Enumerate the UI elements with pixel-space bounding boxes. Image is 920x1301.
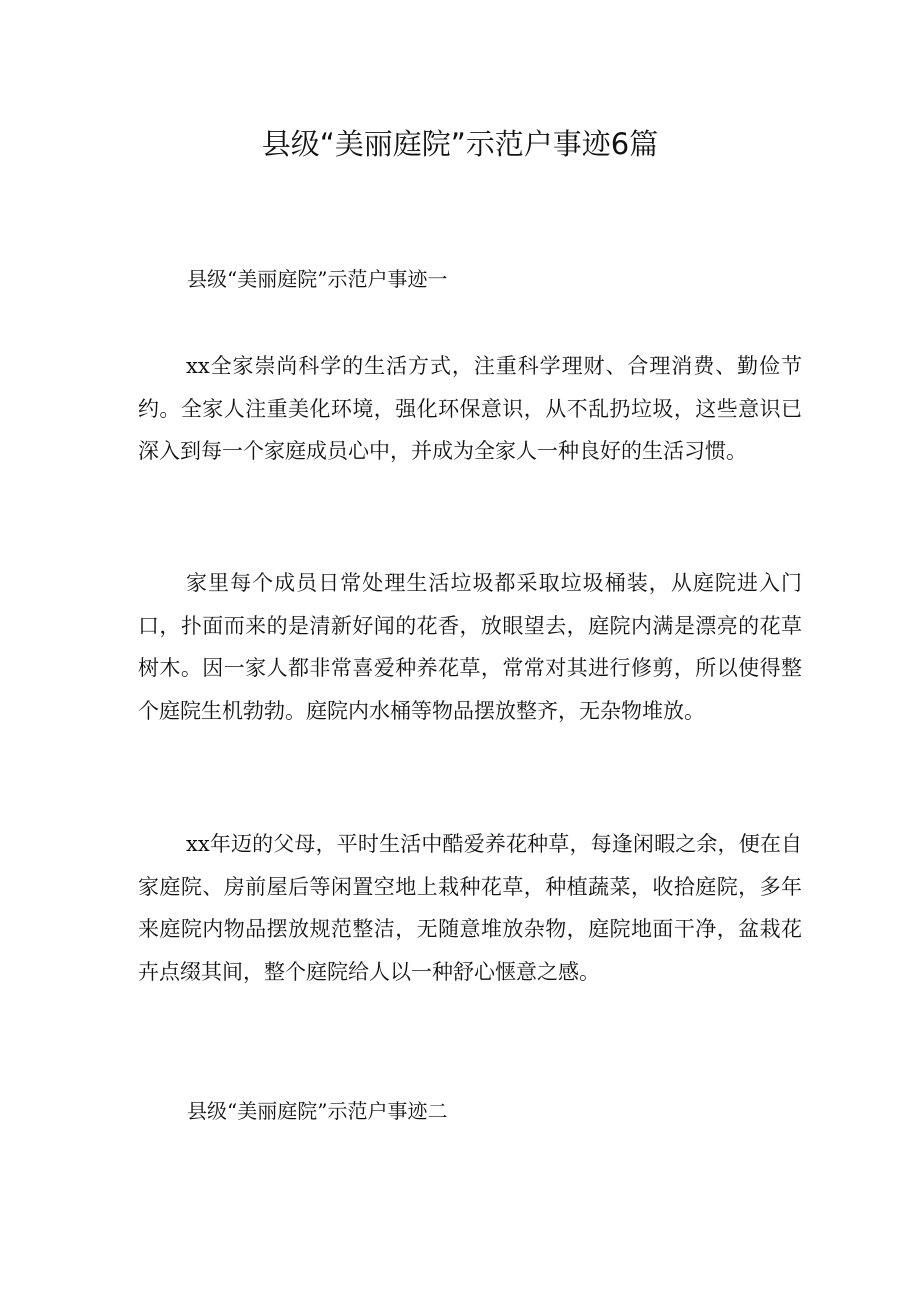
section-heading-1: 县级“美丽庭院”示范户事迹一 (187, 267, 448, 291)
paragraph-1: xx全家崇尚科学的生活方式，注重科学理财、合理消费、勤俭节约。全家人注重美化环境，强化环保意识，从不乱扔垃圾，这些意识已深入到每一个家庭成员心中，并成为全家人一种良好的生活习惯。 (138, 354, 802, 463)
paragraph-2: 家里每个成员日常处理生活垃圾都采取垃圾桶装，从庭院进入门口，扑面而来的是清新好闻的花香，放眼望去，庭院内满是漂亮的花草树木。因一家人都非常喜爱种养花草，常常对其进行修剪，所以使得整个庭院生机勃勃。庭院内水桶等物品摆放整齐，无杂物堆放。 (138, 571, 802, 723)
document-title: 县级“美丽庭院”示范户事迹6篇 (261, 127, 659, 161)
paragraph-3: xx年迈的父母，平时生活中酷爱养花种草，每逢闲暇之余，便在自家庭院、房前屋后等闲置空地上栽种花草，种植蔬菜，收拾庭院，多年来庭院内物品摆放规范整洁，无随意堆放杂物，庭院地面干净，盆栽花卉点缀其间，整个庭院给人以一种舒心惬意之感。 (138, 832, 802, 984)
section-heading-2: 县级“美丽庭院”示范户事迹二 (187, 1099, 448, 1123)
